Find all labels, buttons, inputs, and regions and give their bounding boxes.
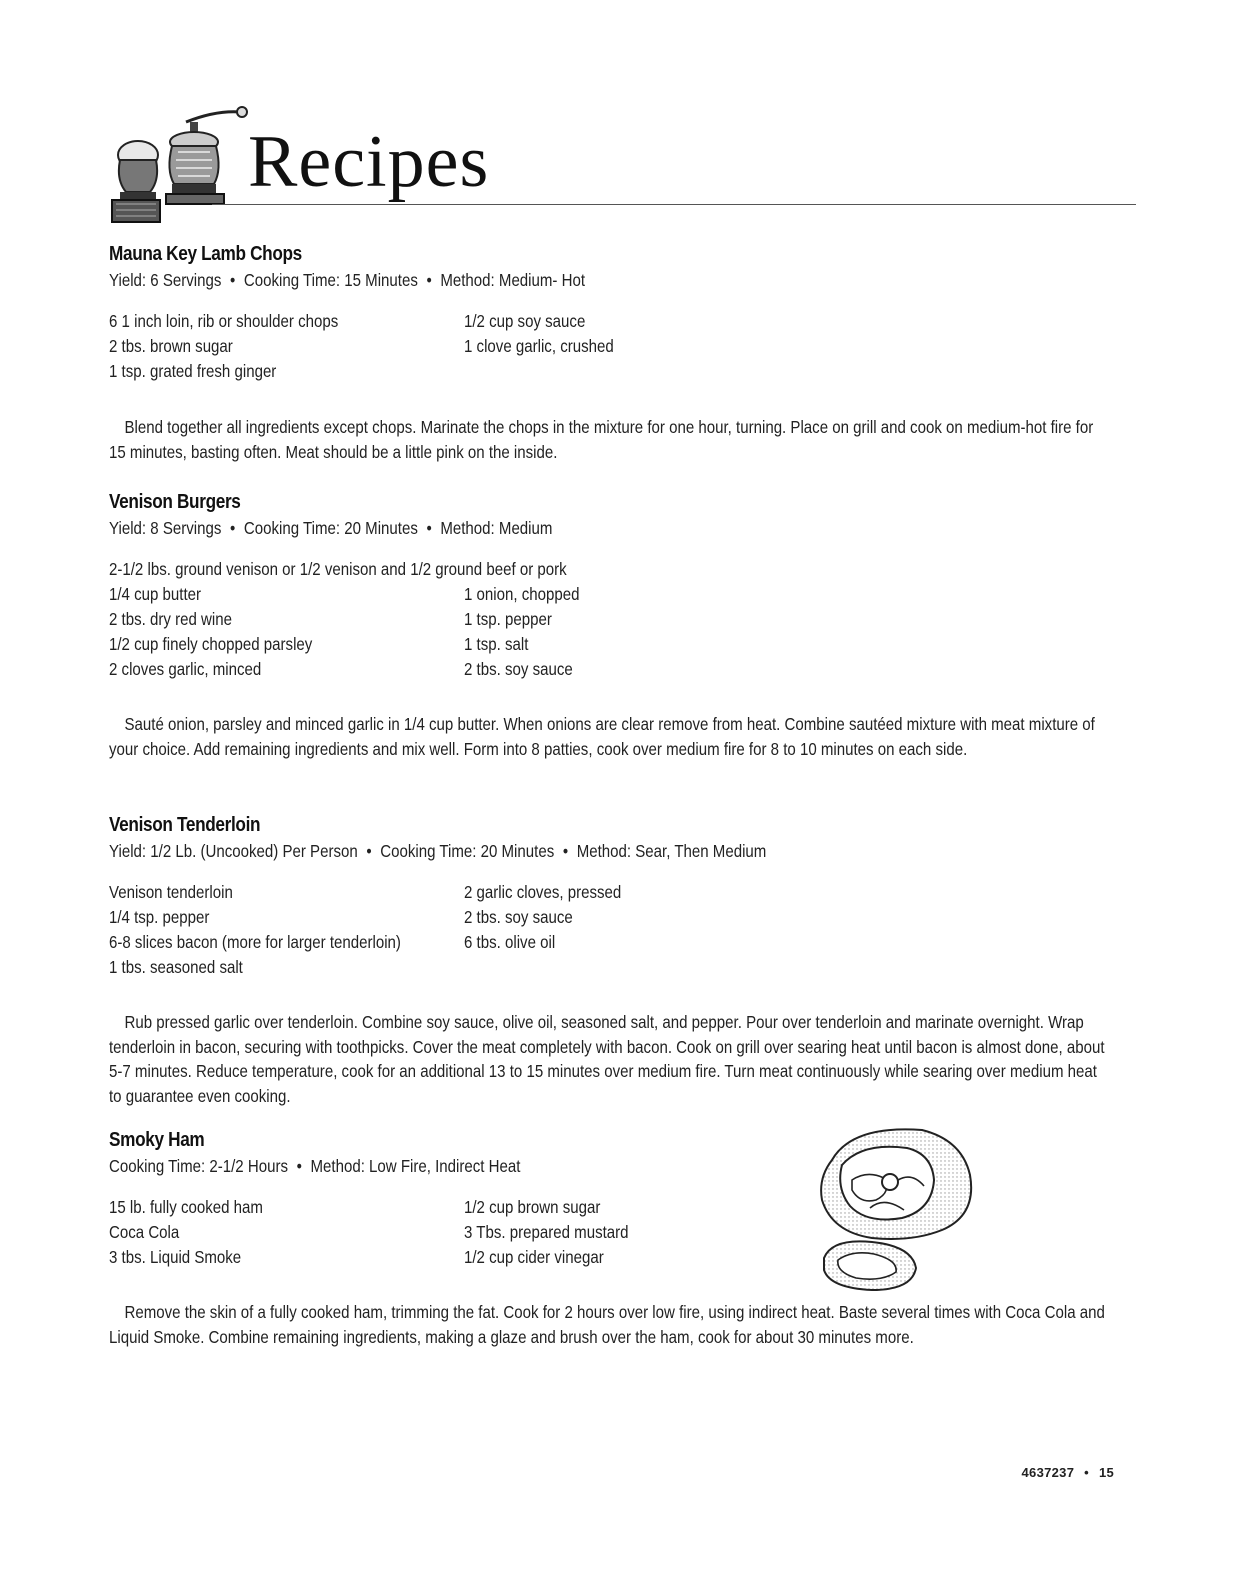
bullet-separator: •: [426, 518, 432, 538]
bullet-separator: •: [562, 841, 569, 861]
ingredient: 1 tsp. pepper: [464, 608, 552, 629]
ingredients: [109, 309, 1119, 389]
ingredient: 1/2 cup cider vinegar: [464, 1246, 604, 1267]
recipe-directions: Blend together all ingredients except chops. Marinate the chops in the mixture for one hour, turning. Place on grill and cook on medium-hot fire for 15 minutes, basting often. Meat should be a little pink on the inside.: [109, 417, 1094, 462]
ingredient: 2-1/2 lbs. ground venison or 1/2 venison and 1/2 ground beef or pork: [109, 558, 567, 579]
ingredient: 1/4 tsp. pepper: [109, 906, 210, 927]
ingredient: 1 onion, chopped: [464, 583, 580, 604]
ingredient: 6 tbs. olive oil: [464, 931, 556, 952]
ingredient: 1 tsp. salt: [464, 633, 529, 654]
recipe-meta: [109, 268, 978, 293]
ham-illustration-icon: [812, 1120, 982, 1300]
ingredient: 1/4 cup butter: [109, 583, 202, 604]
ingredient: Venison tenderloin: [109, 881, 233, 902]
header-rule: [212, 204, 1136, 205]
ingredient: 6-8 slices bacon (more for larger tenderloin): [109, 931, 401, 952]
recipe-venison-tenderloin: [109, 813, 1119, 1106]
ingredient: 2 tbs. dry red wine: [109, 608, 232, 629]
recipe-venison-burgers: [109, 490, 1119, 759]
recipe-cook-time: Cooking Time: 2-1/2 Hours: [109, 1156, 289, 1176]
recipe-directions: Rub pressed garlic over tenderloin. Combine soy sauce, olive oil, seasoned salt, and pepper. Pour over tenderloin and marinate overnight. Wrap tenderloin in bacon, securing with toothpicks. Cover the meat completely with bacon. Cook on grill over searing heat until bacon is almost done, about 5-7 minutes. Reduce temperature, cook for an additional 13 to 15 minutes over medium fire. Turn meat continuously while searing over medium heat to guarantee even cooking.: [109, 1012, 1105, 1106]
ingredient: 2 tbs. soy sauce: [464, 906, 573, 927]
ingredient: 15 lb. fully cooked ham: [109, 1196, 263, 1217]
ingredient: 1 tsp. grated fresh ginger: [109, 360, 277, 381]
bullet-separator: •: [296, 1156, 302, 1176]
recipe-title: Smoky Ham: [109, 1129, 205, 1151]
ingredient: Coca Cola: [109, 1221, 180, 1242]
bullet-separator: •: [229, 270, 236, 290]
footer-separator: •: [1084, 1465, 1090, 1480]
ingredient: 2 cloves garlic, minced: [109, 658, 262, 679]
ingredient: 2 tbs. brown sugar: [109, 335, 233, 356]
recipe-meta: [109, 516, 978, 541]
salt-and-pepper-mill-icon: [106, 100, 256, 230]
recipe-method: Method: Medium: [440, 518, 553, 538]
page-title: Recipes: [248, 121, 490, 203]
recipe-meta: [109, 839, 978, 864]
recipe-yield: Yield: 8 Servings: [109, 518, 222, 538]
recipe-cook-time: Cooking Time: 15 Minutes: [243, 270, 418, 290]
recipe-title: Venison Burgers: [109, 491, 241, 513]
ingredients: [109, 880, 1119, 985]
recipe-method: Method: Medium- Hot: [440, 270, 586, 290]
recipe-cook-time: Cooking Time: 20 Minutes: [380, 841, 555, 861]
document-number: 4637237: [1021, 1465, 1075, 1480]
ingredient: 1 clove garlic, crushed: [464, 335, 614, 356]
ingredient: 3 Tbs. prepared mustard: [464, 1221, 629, 1242]
recipe-method: Method: Low Fire, Indirect Heat: [310, 1156, 521, 1176]
recipe-title: Venison Tenderloin: [109, 814, 261, 836]
ingredient: 2 tbs. soy sauce: [464, 658, 573, 679]
recipe-mauna-key-lamb-chops: [109, 242, 1119, 462]
ingredient: 2 garlic cloves, pressed: [464, 881, 622, 902]
page-header: [106, 100, 1136, 230]
page-number: 15: [1098, 1465, 1114, 1480]
recipe-cook-time: Cooking Time: 20 Minutes: [243, 518, 418, 538]
recipe-method: Method: Sear, Then Medium: [576, 841, 767, 861]
bullet-separator: •: [229, 518, 236, 538]
ingredient: 1/2 cup soy sauce: [464, 310, 586, 331]
ingredients: [109, 557, 1119, 687]
ingredient: 3 tbs. Liquid Smoke: [109, 1246, 242, 1267]
page-footer: [1022, 1465, 1114, 1480]
ingredient: 6 1 inch loin, rib or shoulder chops: [109, 310, 339, 331]
ingredient: 1 tbs. seasoned salt: [109, 956, 243, 977]
ingredient: 1/2 cup brown sugar: [464, 1196, 601, 1217]
recipe-yield: Yield: 1/2 Lb. (Uncooked) Per Person: [109, 841, 358, 861]
recipe-directions: Remove the skin of a fully cooked ham, trimming the fat. Cook for 2 hours over low fire, using indirect heat. Baste several times with Coca Cola and Liquid Smoke. Combine remaining ingredients, making a glaze and brush over the ham, cook for about 30 minutes more.: [109, 1302, 1105, 1347]
recipe-title: Mauna Key Lamb Chops: [109, 243, 302, 265]
recipe-directions: Sauté onion, parsley and minced garlic in 1/4 cup butter. When onions are clear remove from heat. Combine sautéed mixture with meat mixture of your choice. Add remaining ingredients and mix well. Form into 8 patties, cook over medium fire for 8 to 10 minutes on each side.: [109, 714, 1095, 759]
recipe-yield: Yield: 6 Servings: [109, 270, 222, 290]
bullet-separator: •: [426, 270, 432, 290]
ingredient: 1/2 cup finely chopped parsley: [109, 633, 313, 654]
bullet-separator: •: [366, 841, 372, 861]
